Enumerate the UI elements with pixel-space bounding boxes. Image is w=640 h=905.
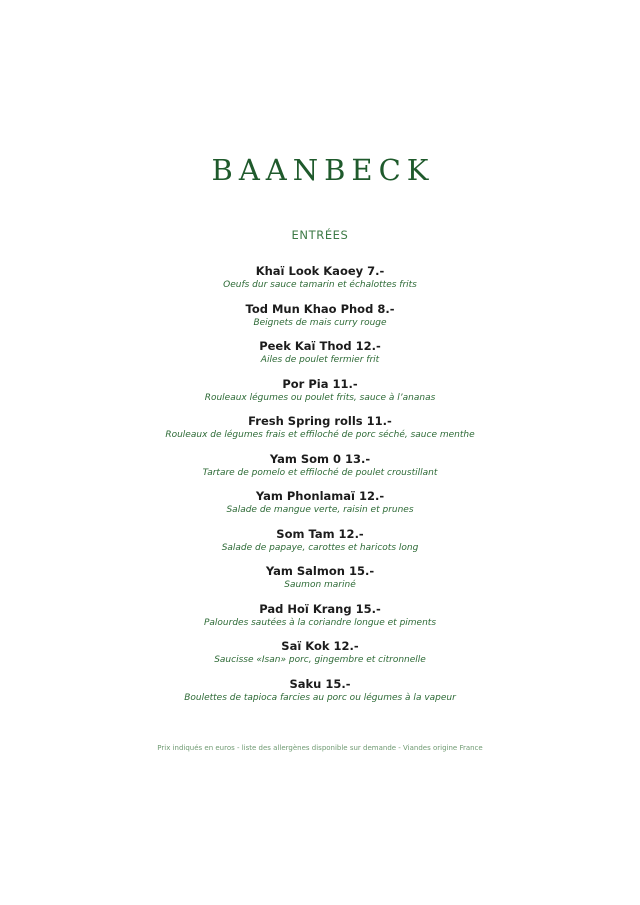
dish-name: Yam Phonlamaï 12.- bbox=[255, 489, 385, 503]
dish-name: Por Pia 11.- bbox=[282, 376, 358, 391]
dish-item bbox=[0, 377, 640, 415]
dish-description: Rouleaux légumes ou poulet frits, sauce à l’ananas bbox=[204, 392, 436, 403]
dish-name: Yam Salmon 15.- bbox=[265, 564, 375, 578]
dish-description: Beignets de mais curry rouge bbox=[253, 317, 387, 328]
dish-name: Fresh Spring rolls 11.- bbox=[248, 414, 392, 428]
dish-name: Tod Mun Khao Phod 8.- bbox=[245, 301, 395, 316]
dish-item bbox=[0, 527, 640, 565]
dish-description: Tartare de pomelo et effiloché de poulet croustillant bbox=[202, 467, 438, 478]
dish-item bbox=[0, 339, 640, 377]
dish-item bbox=[0, 414, 640, 452]
brand-title: BAANBECK bbox=[211, 153, 435, 187]
dish-description: Boulettes de tapioca farcies au porc ou légumes à la vapeur bbox=[184, 692, 456, 703]
dish-name: Saku 15.- bbox=[289, 676, 351, 691]
dish-item bbox=[0, 677, 640, 715]
dish-item bbox=[0, 639, 640, 677]
dish-description: Ailes de poulet fermier frit bbox=[260, 355, 380, 365]
dish-description: Saucisse «Isan» porc, gingembre et citronnelle bbox=[214, 655, 426, 665]
dish-description: Oeufs dur sauce tamarin et échalottes frits bbox=[223, 280, 417, 290]
dish-name: Som Tam 12.- bbox=[276, 526, 364, 541]
dish-name: Khaï Look Kaoey 7.- bbox=[255, 264, 385, 278]
dish-list bbox=[0, 264, 640, 714]
dish-description: Palourdes sautées à la coriandre longue et piments bbox=[203, 617, 437, 628]
dish-name: Saï Kok 12.- bbox=[281, 639, 359, 653]
dish-item bbox=[0, 489, 640, 527]
dish-description: Salade de papaye, carottes et haricots long bbox=[221, 542, 419, 553]
dish-description: Saumon mariné bbox=[284, 580, 356, 590]
dish-name: Peek Kaï Thod 12.- bbox=[259, 339, 381, 353]
footer-note: Prix indiqués en euros - liste des allergènes disponible sur demande - Viandes origine France bbox=[157, 744, 483, 752]
dish-name: Pad Hoï Krang 15.- bbox=[259, 601, 381, 616]
section-title: ENTRÉES bbox=[291, 228, 349, 242]
dish-description: Salade de mangue verte, raisin et prunes bbox=[226, 505, 414, 515]
dish-item bbox=[0, 302, 640, 340]
dish-item bbox=[0, 452, 640, 490]
dish-item bbox=[0, 564, 640, 602]
dish-item bbox=[0, 264, 640, 302]
dish-description: Rouleaux de légumes frais et effiloché de porc séché, sauce menthe bbox=[165, 430, 475, 440]
dish-name: Yam Som 0 13.- bbox=[269, 451, 371, 466]
dish-item bbox=[0, 602, 640, 640]
